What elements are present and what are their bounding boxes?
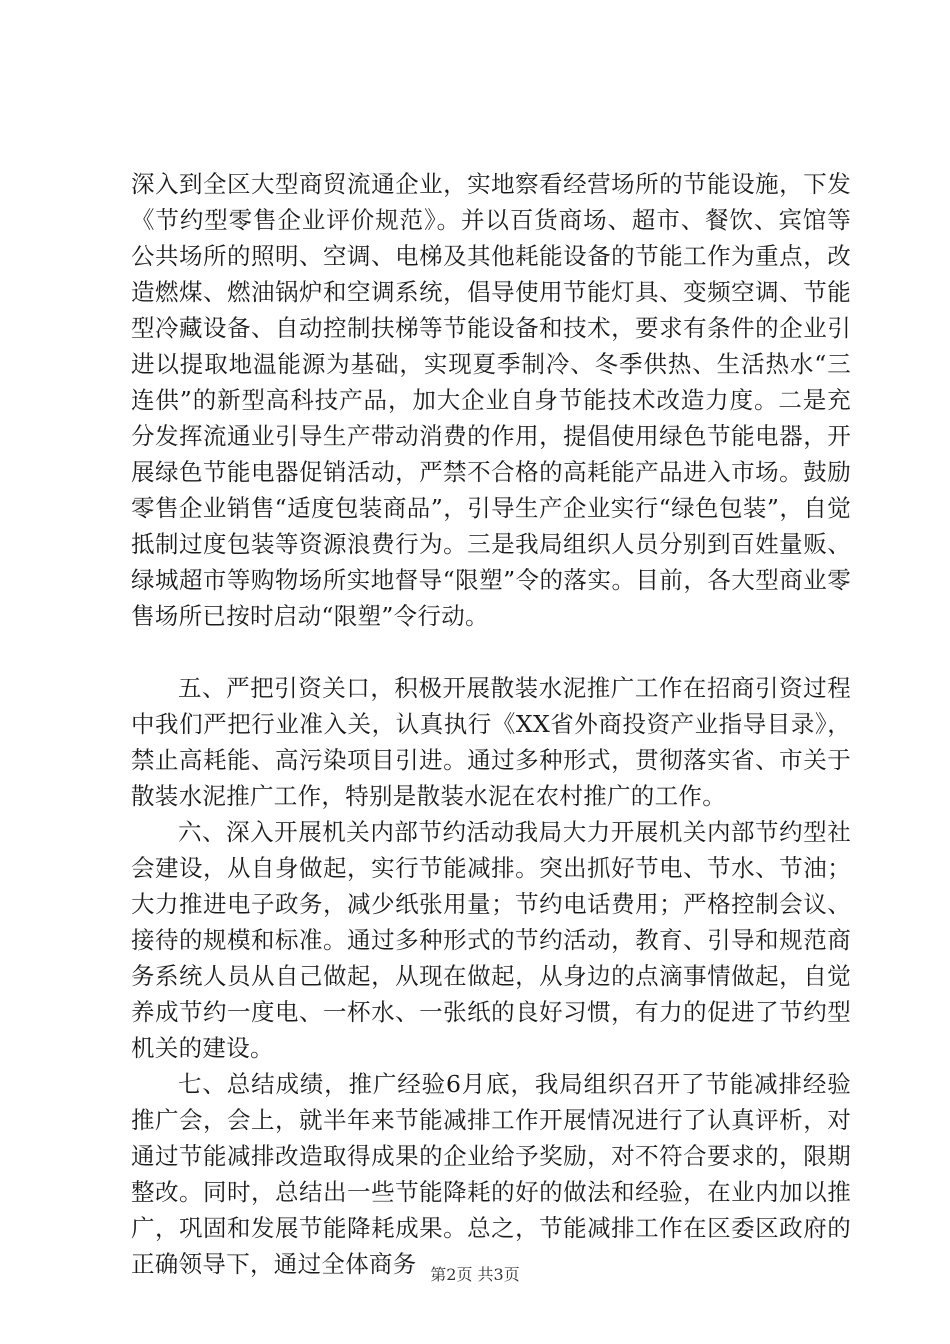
paragraph-seven-summary: 七、总结成绩，推广经验6月底，我局组织召开了节能减排经验推广会，会上，就半年来节能减排工作开展情况进行了认真评析，对通过节能减排改造取得成果的企业给予奖励，对不符合要求的，限期整改。同时，总结出一些节能降耗的好的做法和经验，在业内加以推广，巩固和发展节能降耗成果。总之，节能减排工作在区委区政府的正确领导下，通过全体商务 <box>131 1070 851 1278</box>
document-body <box>131 166 851 1282</box>
paragraph-six-internal-saving: 六、深入开展机关内部节约活动我局大力开展机关内部节约型社会建设，从自身做起，实行节能减排。突出抓好节电、节水、节油；大力推进电子政务，减少纸张用量；节约电话费用；严格控制会议、接待的规模和标准。通过多种形式的节约活动，教育、引导和规范商务系统人员从自己做起，从现在做起，从身边的点滴事情做起，自觉养成节约一度电、一杯水、一张纸的良好习惯，有力的促进了节约型机关的建设。 <box>131 818 851 1062</box>
page-number-footer: 第2页 共3页 <box>430 1265 520 1284</box>
paragraph-energy-saving-retail: 深入到全区大型商贸流通企业，实地察看经营场所的节能设施，下发《节约型零售企业评价规范》。并以百货商场、超市、餐饮、宾馆等公共场所的照明、空调、电梯及其他耗能设备的节能工作为重点，改造燃煤、燃油锅炉和空调系统，倡导使用节能灯具、变频空调、节能型冷藏设备、自动控制扶梯等节能设备和技术，要求有条件的企业引进以提取地温能源为基础，实现夏季制冷、冬季供热、生活热水“三连供”的新型高科技产品，加大企业自身节能技术改造力度。二是充分发挥流通业引导生产带动消费的作用，提倡使用绿色节能电器，开展绿色节能电器促销活动，严禁不合格的高耗能产品进入市场。鼓励零售企业销售“适度包装商品”，引导生产企业实行“绿色包装”，自觉抵制过度包装等资源浪费行为。三是我局组织人员分别到百姓量贩、绿城超市等购物场所实地督导“限塑”令的落实。目前，各大型商业零售场所已按时启动“限塑”令行动。 <box>131 170 851 630</box>
paragraph-five-investment-cement: 五、严把引资关口，积极开展散装水泥推广工作在招商引资过程中我们严把行业准入关，认真执行《XX省外商投资产业指导目录》，禁止高耗能、高污染项目引进。通过多种形式，贯彻落实省、市关于散装水泥推广工作，特别是散装水泥在农村推广的工作。 <box>131 674 851 810</box>
